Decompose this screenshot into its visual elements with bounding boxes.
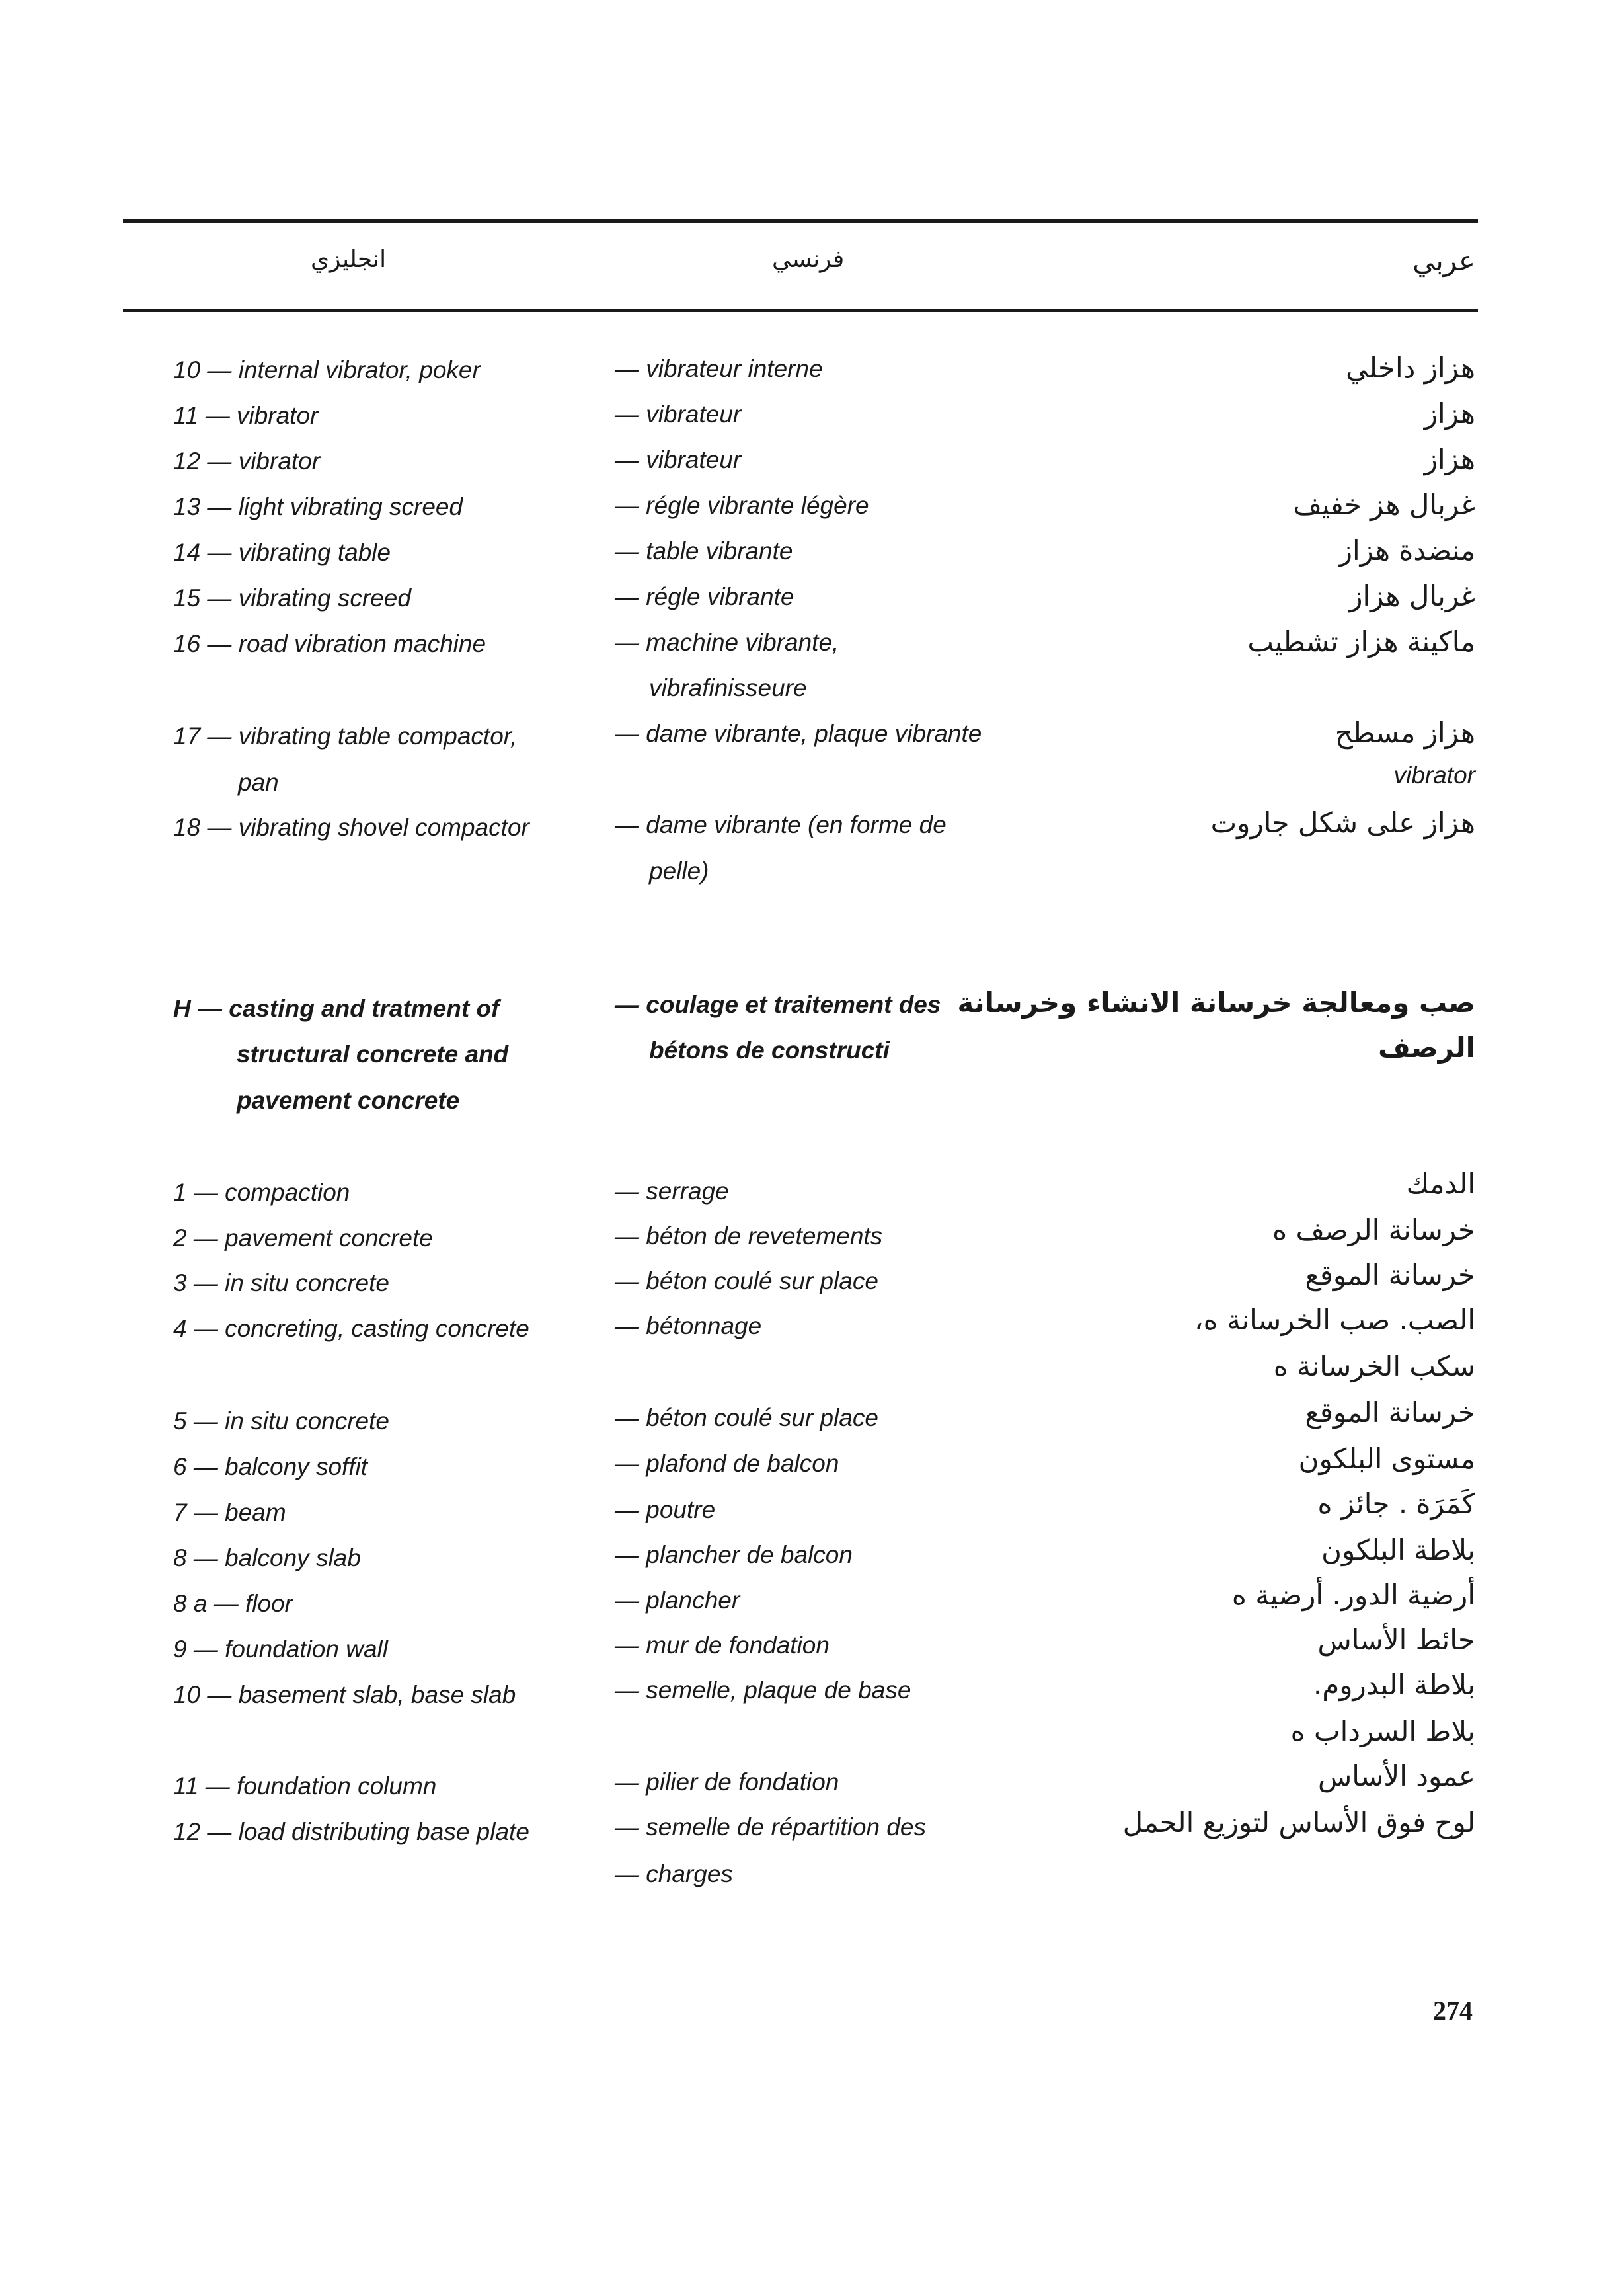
entry-ar: هزاز	[1424, 443, 1475, 475]
entry-fr: — béton de revetements	[615, 1222, 883, 1249]
entry-ar: منضدة هزاز	[1338, 534, 1475, 567]
entry-ar: هزاز على شكل جاروت	[1210, 807, 1475, 839]
section-title-fr: — coulage et traitement des	[615, 991, 941, 1018]
entry-en: 8 — balcony slab	[173, 1544, 361, 1571]
entry-ar-continued: سكب الخرسانة ه	[1273, 1350, 1475, 1382]
entry-en: 17 — vibrating table compactor,	[173, 723, 518, 750]
entry-ar: عمود الأساس	[1318, 1760, 1475, 1792]
entry-fr: — machine vibrante,	[615, 629, 839, 656]
entry-en-continued: pan	[238, 769, 279, 796]
entry-ar: أرضية الدور. أرضية ه	[1231, 1579, 1475, 1611]
header-arabic: عربي	[1412, 245, 1475, 277]
entry-fr: — régle vibrante	[615, 583, 794, 610]
entry-ar: بلاطة البلكون	[1321, 1534, 1475, 1566]
entry-en: 11 — foundation column	[173, 1772, 437, 1800]
entry-ar: مستوى البلكون	[1298, 1443, 1475, 1475]
entry-en: 12 — vibrator	[173, 448, 321, 475]
entry-fr: — poutre	[615, 1496, 716, 1523]
entry-en: 7 — beam	[173, 1499, 286, 1526]
entry-en: 1 — compaction	[173, 1179, 350, 1206]
entry-ar: هزاز	[1424, 397, 1475, 430]
entry-en: 2 — pavement concrete	[173, 1224, 433, 1251]
entry-fr: — bétonnage	[615, 1312, 762, 1339]
section-title-en-2: structural concrete and	[237, 1041, 509, 1068]
entry-fr: — plancher de balcon	[615, 1541, 853, 1568]
entry-fr: — table vibrante	[615, 537, 793, 565]
entry-fr: — régle vibrante légère	[615, 492, 869, 519]
entry-en: 5 — in situ concrete	[173, 1407, 389, 1435]
entry-en: 12 — load distributing base plate	[173, 1818, 529, 1845]
entry-en: 14 — vibrating table	[173, 539, 391, 566]
entry-ar: ماكينة هزاز تشطيب	[1247, 625, 1475, 658]
entry-en: 6 — balcony soffit	[173, 1453, 368, 1480]
entry-en: 4 — concreting, casting concrete	[173, 1315, 529, 1342]
header-english: انجليزي	[311, 246, 387, 273]
section-title-fr-2: bétons de constructi	[649, 1037, 890, 1064]
entry-en: 15 — vibrating screed	[173, 584, 411, 612]
entry-fr: — vibrateur interne	[615, 355, 823, 382]
entry-en: 10 — basement slab, base slab	[173, 1681, 516, 1708]
entry-ar: خرسانة الرصف ه	[1272, 1214, 1475, 1246]
entry-ar: حائط الأساس	[1317, 1624, 1475, 1656]
entry-ar-latin: vibrator	[1393, 762, 1475, 789]
entry-fr-continued: vibrafinisseure	[649, 674, 807, 701]
entry-fr: — plafond de balcon	[615, 1450, 839, 1477]
entry-fr: — semelle, plaque de base	[615, 1677, 911, 1704]
entry-fr-continued: — charges	[615, 1860, 733, 1887]
section-title-ar: صب ومعالجة خرسانة الانشاء وخرسانة	[957, 986, 1475, 1019]
entry-fr: — semelle de répartition des	[615, 1813, 926, 1841]
entry-fr: — pilier de fondation	[615, 1768, 839, 1796]
entry-en: 18 — vibrating shovel compactor	[173, 814, 529, 841]
entry-fr: — béton coulé sur place	[615, 1404, 879, 1431]
section-title-en-3: pavement concrete	[237, 1087, 460, 1114]
entry-ar: الصب. صب الخرسانة ه،	[1194, 1304, 1475, 1336]
entry-ar: غربال هز خفيف	[1293, 489, 1475, 521]
entry-fr: — plancher	[615, 1587, 740, 1614]
entry-ar: هزاز مسطح	[1334, 717, 1475, 749]
entry-ar: خرسانة الموقع	[1305, 1259, 1475, 1291]
entry-fr: — dame vibrante, plaque vibrante	[615, 720, 982, 747]
entry-en: 3 — in situ concrete	[173, 1269, 389, 1296]
entry-ar: الدمك	[1406, 1168, 1475, 1200]
entry-fr: — vibrateur	[615, 446, 742, 473]
entry-ar: هزاز داخلي	[1346, 352, 1475, 384]
entry-en: 8 a — floor	[173, 1590, 293, 1617]
entry-en: 16 — road vibration machine	[173, 630, 486, 657]
entry-en: 13 — light vibrating screed	[173, 493, 463, 520]
entry-fr: — serrage	[615, 1177, 729, 1205]
entry-fr-continued: pelle)	[649, 857, 709, 885]
entry-fr: — vibrateur	[615, 401, 742, 428]
entry-fr: — dame vibrante (en forme de	[615, 811, 947, 838]
entry-ar: غربال هزاز	[1349, 580, 1475, 612]
entry-ar: خرسانة الموقع	[1305, 1396, 1475, 1429]
section-title-en: H — casting and tratment of	[173, 995, 500, 1022]
entry-ar: لوح فوق الأساس لتوزيع الحمل	[1122, 1806, 1475, 1839]
entry-en: 9 — foundation wall	[173, 1636, 388, 1663]
entry-fr: — béton coulé sur place	[615, 1267, 879, 1294]
header-french: فرنسي	[772, 246, 845, 273]
entry-ar-continued: بلاط السرداب ه	[1290, 1715, 1475, 1747]
section-title-ar-2: الرصف	[1378, 1031, 1475, 1064]
page-number: 274	[1433, 1996, 1473, 2026]
entry-fr: — mur de fondation	[615, 1632, 830, 1659]
entry-ar: بلاطة البدروم.	[1313, 1669, 1475, 1701]
entry-ar: كَمَرَة . جائز ه	[1317, 1487, 1475, 1520]
entry-en: 11 — vibrator	[173, 402, 319, 429]
entry-en: 10 — internal vibrator, poker	[173, 356, 481, 383]
